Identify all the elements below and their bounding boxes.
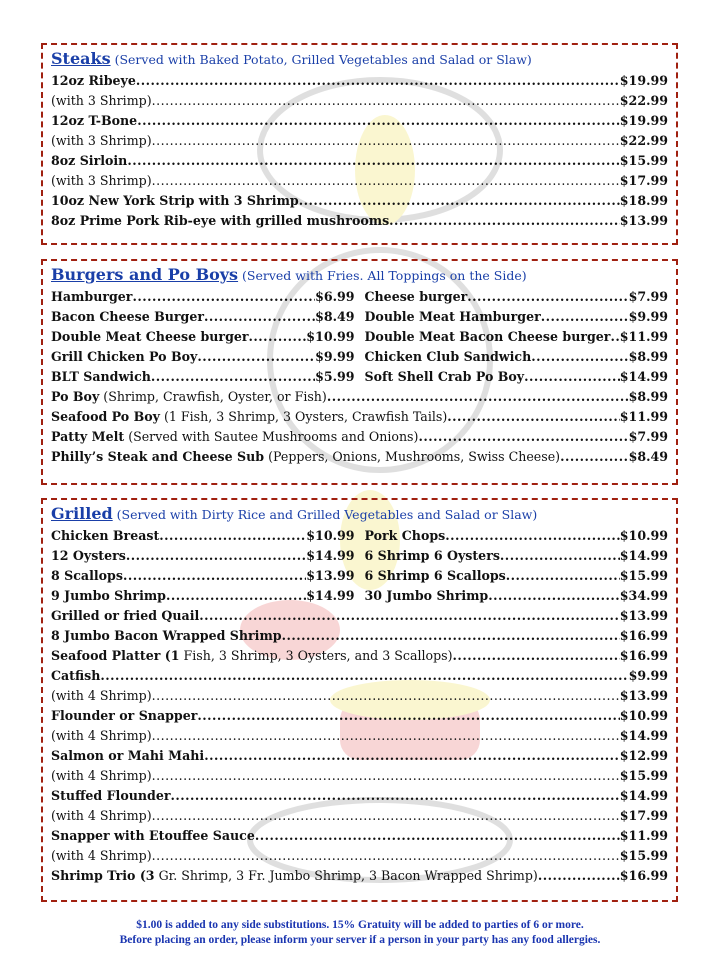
item-name: 6 Shrimp 6 Scallops xyxy=(364,568,506,583)
grilled-section xyxy=(41,498,678,902)
item-price: $15.99 xyxy=(619,153,668,168)
burgers-section xyxy=(41,259,678,485)
item-description: (1 Fish, 3 Shrimp, 3 Oysters, Crawfish Tails) xyxy=(159,409,448,424)
item-price: $7.99 xyxy=(628,289,668,304)
item-price: $11.99 xyxy=(619,828,668,843)
item-price: $10.99 xyxy=(619,708,668,723)
dot-leader xyxy=(152,846,620,866)
dot-leader xyxy=(299,191,620,211)
menu-item xyxy=(51,826,668,846)
item-name: 12oz Ribeye xyxy=(51,73,136,88)
item-price: $15.99 xyxy=(619,568,668,583)
dot-leader xyxy=(445,526,620,546)
section-note: (Served with Baked Potato, Grilled Vegetables and Salad or Slaw) xyxy=(110,52,532,67)
item-price: $13.99 xyxy=(619,213,668,228)
menu-item xyxy=(51,427,668,447)
dot-leader xyxy=(152,686,620,706)
menu-item xyxy=(51,526,355,546)
item-name: Double Meat Cheese burger xyxy=(51,329,249,344)
dot-leader xyxy=(137,111,620,131)
item-name: Soft Shell Crab Po Boy xyxy=(364,369,525,384)
menu-item xyxy=(51,626,668,646)
dot-leader xyxy=(100,666,628,686)
item-price: $19.99 xyxy=(619,73,668,88)
item-price: $8.99 xyxy=(628,389,668,404)
item-name: 8 Scallops xyxy=(51,568,123,583)
footer-allergy-note: Before placing an order, please inform your server if a person in your party has any food allergies. xyxy=(119,934,601,946)
dot-leader xyxy=(488,586,620,606)
item-price: $13.99 xyxy=(619,608,668,623)
menu-item xyxy=(365,526,669,546)
item-price: $14.99 xyxy=(306,588,355,603)
item-price: $22.99 xyxy=(619,133,668,148)
menu-item xyxy=(51,347,355,367)
menu-item xyxy=(51,866,668,886)
menu-item xyxy=(51,151,668,171)
item-price: $6.99 xyxy=(315,289,355,304)
item-name: (with 3 Shrimp) xyxy=(51,173,152,188)
item-name: Catfish xyxy=(51,668,101,683)
item-name: Shrimp Trio (3 Gr. Shrimp, 3 Fr. Jumbo Shrimp, 3 Bacon Wrapped Shrimp) xyxy=(51,868,538,883)
menu-item xyxy=(51,746,668,766)
item-name: Seafood Platter (1 Fish, 3 Shrimp, 3 Oysters, and 3 Scallops) xyxy=(51,648,453,663)
item-name: Seafood Po Boy (1 Fish, 3 Shrimp, 3 Oysters, Crawfish Tails) xyxy=(51,409,448,424)
item-name: (with 4 Shrimp) xyxy=(51,728,152,743)
item-name: Hamburger xyxy=(51,289,133,304)
menu-item xyxy=(51,606,668,626)
dot-leader xyxy=(152,766,620,786)
item-name: Patty Melt (Served with Sautee Mushrooms and Onions) xyxy=(51,429,419,444)
section-note: (Served with Fries. All Toppings on the Side) xyxy=(238,268,527,283)
item-description: (Served with Sautee Mushrooms and Onions) xyxy=(124,429,419,444)
item-name: 12oz T-Bone xyxy=(51,113,138,128)
item-name: 6 Shrimp 6 Oysters xyxy=(364,548,500,563)
item-price: $22.99 xyxy=(619,93,668,108)
item-name: BLT Sandwich xyxy=(51,369,151,384)
menu-item xyxy=(51,307,355,327)
item-description: (Peppers, Onions, Mushrooms, Swiss Cheese) xyxy=(264,449,561,464)
dot-leader xyxy=(204,746,620,766)
dot-leader xyxy=(538,866,620,886)
dot-leader xyxy=(123,566,306,586)
dot-leader xyxy=(500,546,620,566)
item-name: Snapper with Etouffee Sauce xyxy=(51,828,255,843)
item-name: Double Meat Hamburger xyxy=(364,309,541,324)
item-name: (with 4 Shrimp) xyxy=(51,848,152,863)
menu-item xyxy=(51,706,668,726)
item-price: $19.99 xyxy=(619,113,668,128)
item-price: $15.99 xyxy=(619,768,668,783)
item-price: $14.99 xyxy=(619,728,668,743)
section-note: (Served with Dirty Rice and Grilled Vegetables and Salad or Slaw) xyxy=(112,507,538,522)
section-heading xyxy=(51,49,668,68)
item-price: $16.99 xyxy=(619,628,668,643)
menu-item xyxy=(51,546,355,566)
menu-item xyxy=(365,367,669,387)
dot-leader xyxy=(199,606,620,626)
dot-leader xyxy=(152,131,620,151)
menu-subitem xyxy=(51,846,668,866)
menu-item xyxy=(365,347,669,367)
footer-substitution-note: $1.00 is added to any side substitutions. 15% Gratuity will be added to parties of 6 or more. xyxy=(136,919,584,931)
dot-leader xyxy=(418,427,628,447)
item-description: Fish, 3 Shrimp, 3 Oysters, and 3 Scallops) xyxy=(179,648,453,663)
dot-leader xyxy=(506,566,620,586)
item-price: $11.99 xyxy=(619,329,668,344)
item-name: Salmon or Mahi Mahi xyxy=(51,748,205,763)
dot-leader xyxy=(282,626,620,646)
item-name: 10oz New York Strip with 3 Shrimp xyxy=(51,193,299,208)
item-price: $14.99 xyxy=(306,548,355,563)
menu-item xyxy=(365,287,669,307)
dot-leader xyxy=(152,726,620,746)
two-column-row xyxy=(51,566,668,586)
dot-leader xyxy=(389,211,620,231)
two-column-row xyxy=(51,287,668,307)
item-name: (with 4 Shrimp) xyxy=(51,768,152,783)
menu-subitem xyxy=(51,686,668,706)
item-price: $34.99 xyxy=(619,588,668,603)
item-name: Chicken Club Sandwich xyxy=(364,349,532,364)
section-heading xyxy=(51,265,668,284)
item-price: $18.99 xyxy=(619,193,668,208)
menu-subitem xyxy=(51,726,668,746)
item-name: (with 4 Shrimp) xyxy=(51,808,152,823)
item-name: Double Meat Bacon Cheese burger xyxy=(364,329,611,344)
item-price: $11.99 xyxy=(619,409,668,424)
item-price: $10.99 xyxy=(306,528,355,543)
menu-item xyxy=(51,327,355,347)
dot-leader xyxy=(249,327,307,347)
dot-leader xyxy=(467,287,628,307)
item-description: (Shrimp, Crawfish, Oyster, or Fish) xyxy=(99,389,327,404)
dot-leader xyxy=(197,706,619,726)
menu-item xyxy=(51,111,668,131)
dot-leader xyxy=(127,151,619,171)
menu-item xyxy=(51,387,668,407)
menu-item xyxy=(51,287,355,307)
menu-subitem xyxy=(51,806,668,826)
item-price: $9.99 xyxy=(315,349,355,364)
menu-footer xyxy=(0,918,720,948)
item-name: 8oz Prime Pork Rib-eye with grilled mushrooms xyxy=(51,213,390,228)
item-name: Chicken Breast xyxy=(51,528,160,543)
item-name: 8oz Sirloin xyxy=(51,153,128,168)
dot-leader xyxy=(197,347,315,367)
item-price: $10.99 xyxy=(306,329,355,344)
item-name: 9 Jumbo Shrimp xyxy=(51,588,166,603)
item-price: $13.99 xyxy=(306,568,355,583)
item-price: $13.99 xyxy=(619,688,668,703)
menu-item xyxy=(51,447,668,467)
two-column-row xyxy=(51,347,668,367)
item-name: Flounder or Snapper xyxy=(51,708,198,723)
two-column-row xyxy=(51,546,668,566)
item-price: $14.99 xyxy=(619,788,668,803)
menu-subitem xyxy=(51,766,668,786)
menu-item xyxy=(51,211,668,231)
menu-item xyxy=(51,586,355,606)
item-name: Stuffed Flounder xyxy=(51,788,171,803)
dot-leader xyxy=(447,407,620,427)
item-name: 8 Jumbo Bacon Wrapped Shrimp xyxy=(51,628,282,643)
item-price: $8.49 xyxy=(315,309,355,324)
item-name: Cheese burger xyxy=(364,289,468,304)
two-column-row xyxy=(51,307,668,327)
item-price: $12.99 xyxy=(619,748,668,763)
dot-leader xyxy=(126,546,306,566)
dot-leader xyxy=(151,367,315,387)
dot-leader xyxy=(541,307,629,327)
item-name: (with 3 Shrimp) xyxy=(51,133,152,148)
menu-item xyxy=(51,367,355,387)
menu-subitem xyxy=(51,131,668,151)
item-price: $14.99 xyxy=(619,548,668,563)
menu-item xyxy=(365,586,669,606)
dot-leader xyxy=(132,287,315,307)
item-price: $17.99 xyxy=(619,173,668,188)
item-price: $15.99 xyxy=(619,848,668,863)
menu-item xyxy=(51,786,668,806)
section-heading xyxy=(51,504,668,523)
dot-leader xyxy=(159,526,306,546)
dot-leader xyxy=(560,447,628,467)
dot-leader xyxy=(610,327,619,347)
menu-item xyxy=(365,566,669,586)
two-column-row xyxy=(51,327,668,347)
menu-item xyxy=(51,646,668,666)
item-price: $9.99 xyxy=(628,668,668,683)
dot-leader xyxy=(531,347,628,367)
dot-leader xyxy=(152,91,620,111)
menu-item xyxy=(51,566,355,586)
item-description: Gr. Shrimp, 3 Fr. Jumbo Shrimp, 3 Bacon Wrapped Shrimp) xyxy=(154,868,538,883)
item-name: Po Boy (Shrimp, Crawfish, Oyster, or Fish) xyxy=(51,389,327,404)
menu-subitem xyxy=(51,171,668,191)
item-price: $9.99 xyxy=(628,309,668,324)
dot-leader xyxy=(255,826,620,846)
item-name: Philly’s Steak and Cheese Sub (Peppers, Onions, Mushrooms, Swiss Cheese) xyxy=(51,449,561,464)
steaks-section xyxy=(41,43,678,245)
menu-item xyxy=(365,546,669,566)
menu-item xyxy=(365,327,669,347)
section-title: Grilled xyxy=(51,504,113,523)
item-name: Pork Chops xyxy=(364,528,446,543)
menu-subitem xyxy=(51,91,668,111)
two-column-row xyxy=(51,526,668,546)
item-name: 30 Jumbo Shrimp xyxy=(364,588,489,603)
item-price: $7.99 xyxy=(628,429,668,444)
item-name: Bacon Cheese Burger xyxy=(51,309,204,324)
two-column-row xyxy=(51,586,668,606)
dot-leader xyxy=(204,307,315,327)
item-price: $17.99 xyxy=(619,808,668,823)
menu-item xyxy=(365,307,669,327)
item-name: 12 Oysters xyxy=(51,548,126,563)
item-price: $10.99 xyxy=(619,528,668,543)
menu-item xyxy=(51,71,668,91)
section-title: Steaks xyxy=(51,49,111,68)
item-price: $5.99 xyxy=(315,369,355,384)
dot-leader xyxy=(136,71,620,91)
dot-leader xyxy=(453,646,620,666)
menu-item xyxy=(51,407,668,427)
item-name: Grill Chicken Po Boy xyxy=(51,349,198,364)
section-title: Burgers and Po Boys xyxy=(51,265,239,284)
dot-leader xyxy=(152,806,620,826)
dot-leader xyxy=(166,586,306,606)
menu-item xyxy=(51,666,668,686)
item-price: $14.99 xyxy=(619,369,668,384)
item-name: (with 3 Shrimp) xyxy=(51,93,152,108)
item-name: (with 4 Shrimp) xyxy=(51,688,152,703)
dot-leader xyxy=(152,171,620,191)
item-price: $8.99 xyxy=(628,349,668,364)
item-price: $16.99 xyxy=(619,648,668,663)
dot-leader xyxy=(327,387,629,407)
item-name: Grilled or fried Quail xyxy=(51,608,200,623)
dot-leader xyxy=(524,367,620,387)
menu-item xyxy=(51,191,668,211)
two-column-row xyxy=(51,367,668,387)
dot-leader xyxy=(171,786,620,806)
item-price: $16.99 xyxy=(619,868,668,883)
item-price: $8.49 xyxy=(628,449,668,464)
